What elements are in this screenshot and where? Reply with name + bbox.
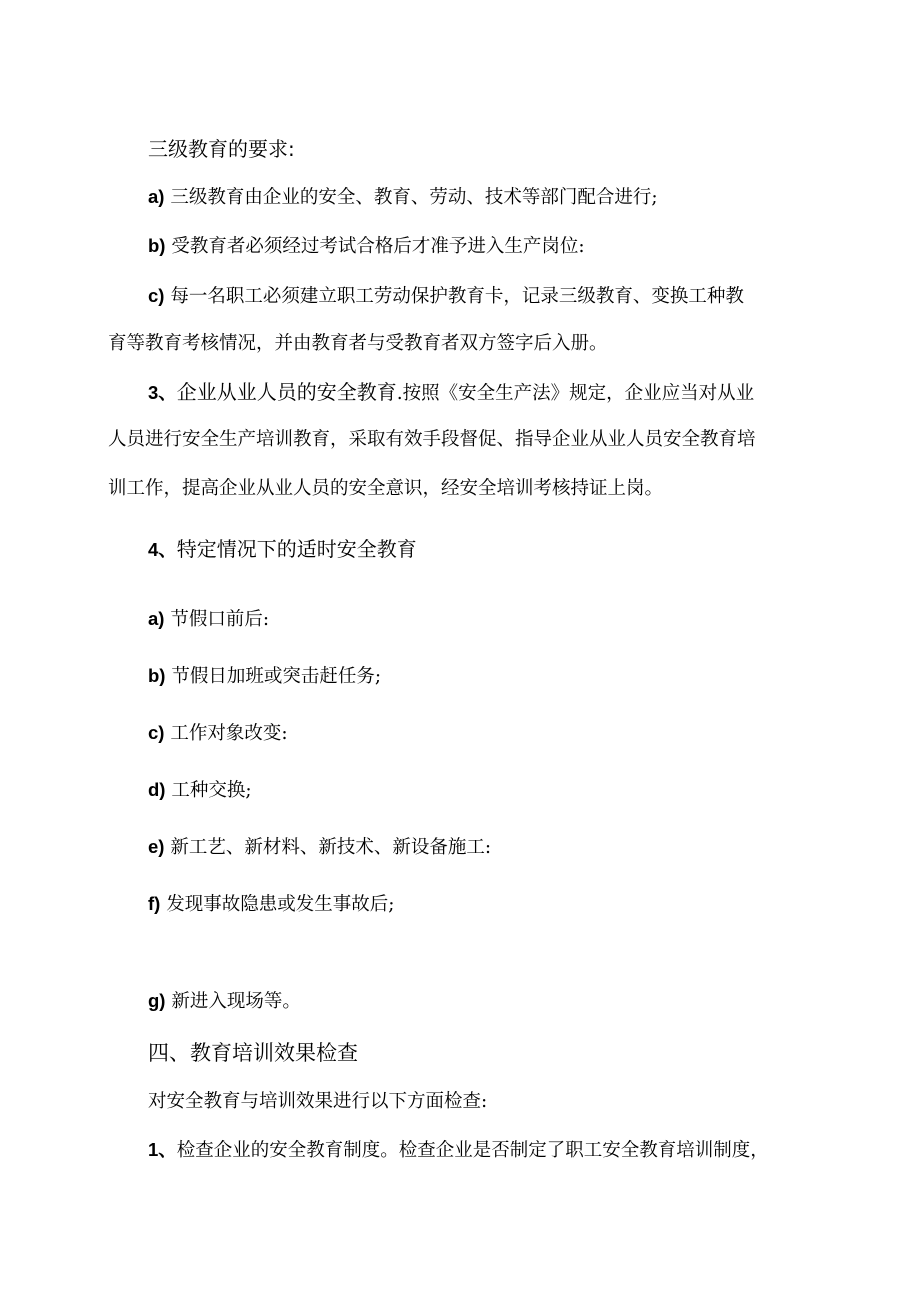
item-text: 节假口前后: xyxy=(170,609,270,630)
case-item-a xyxy=(148,606,269,633)
paragraph-text: 训工作，提高企业从业人员的安全意识，经安全培训考核持证上岗。 xyxy=(108,478,664,499)
paragraph-text: 人员进行安全生产培训教育，采取有效手段督促、指导企业从业人员安全教育培 xyxy=(108,429,756,450)
requirements-heading xyxy=(148,136,295,162)
requirements-heading-text: 三级教育的要求: xyxy=(148,137,295,161)
item-text: 新进入现场等。 xyxy=(171,991,301,1012)
item-text: 工种交换; xyxy=(171,780,252,801)
requirement-item-b xyxy=(148,233,585,260)
item-text: 新工艺、新材料、新技术、新设备施工: xyxy=(170,837,492,858)
item-marker: f) xyxy=(148,893,161,914)
item-marker: a) xyxy=(148,186,165,207)
section-3-paragraph-line-2 xyxy=(108,427,756,453)
item-marker: b) xyxy=(148,235,166,256)
section-heading-text: 四、教育培训效果检查 xyxy=(148,1041,358,1065)
item-marker: c) xyxy=(148,285,165,306)
item-text: 发现事故隐患或发生事故后; xyxy=(166,894,395,915)
item-marker: a) xyxy=(148,608,165,629)
requirement-item-c xyxy=(148,283,744,310)
section-four-heading xyxy=(148,1038,358,1068)
case-item-f xyxy=(148,891,394,918)
section-number: 4、 xyxy=(148,539,177,560)
section-title: 企业从业人员的安全教育 xyxy=(176,380,397,404)
section-title: 特定情况下的适时安全教育 xyxy=(176,537,417,561)
item-text: 三级教育由企业的安全、教育、劳动、技术等部门配合进行; xyxy=(170,187,658,208)
section-4-heading xyxy=(148,536,417,564)
item-marker: e) xyxy=(148,836,165,857)
section-3-paragraph-line-3 xyxy=(108,476,663,502)
section-number: 3、 xyxy=(148,382,177,403)
item-marker: d) xyxy=(148,779,166,800)
case-item-g xyxy=(148,988,301,1015)
item-text: 节假日加班或突击赶任务; xyxy=(171,666,382,687)
requirement-item-a xyxy=(148,184,658,211)
item-marker: g) xyxy=(148,990,166,1011)
case-item-d xyxy=(148,777,252,804)
paragraph-text: .按照《安全生产法》规定，企业应当对从业 xyxy=(396,383,755,404)
item-text: 育等教育考核情况，并由教育者与受教育者双方签字后入册。 xyxy=(108,333,608,354)
requirement-item-c-continued xyxy=(108,331,608,357)
item-text: 工作对象改变: xyxy=(170,723,288,744)
item-marker: b) xyxy=(148,665,166,686)
item-text: 每一名职工必须建立职工劳动保护教育卡，记录三级教育、变换工种教 xyxy=(170,286,744,307)
paragraph-text: 对安全教育与培训效果进行以下方面检查: xyxy=(148,1091,488,1112)
item-marker: c) xyxy=(148,722,165,743)
case-item-c xyxy=(148,720,288,747)
item-number: 1、 xyxy=(148,1139,177,1160)
section-four-intro xyxy=(148,1089,487,1115)
item-text: 受教育者必须经过考试合格后才准予进入生产岗位: xyxy=(171,236,585,257)
section-3-paragraph xyxy=(148,379,754,407)
case-item-b xyxy=(148,663,381,690)
case-item-e xyxy=(148,834,491,861)
check-item-1 xyxy=(148,1137,769,1164)
item-text: 检查企业的安全教育制度。检查企业是否制定了职工安全教育培训制度， xyxy=(176,1140,769,1161)
